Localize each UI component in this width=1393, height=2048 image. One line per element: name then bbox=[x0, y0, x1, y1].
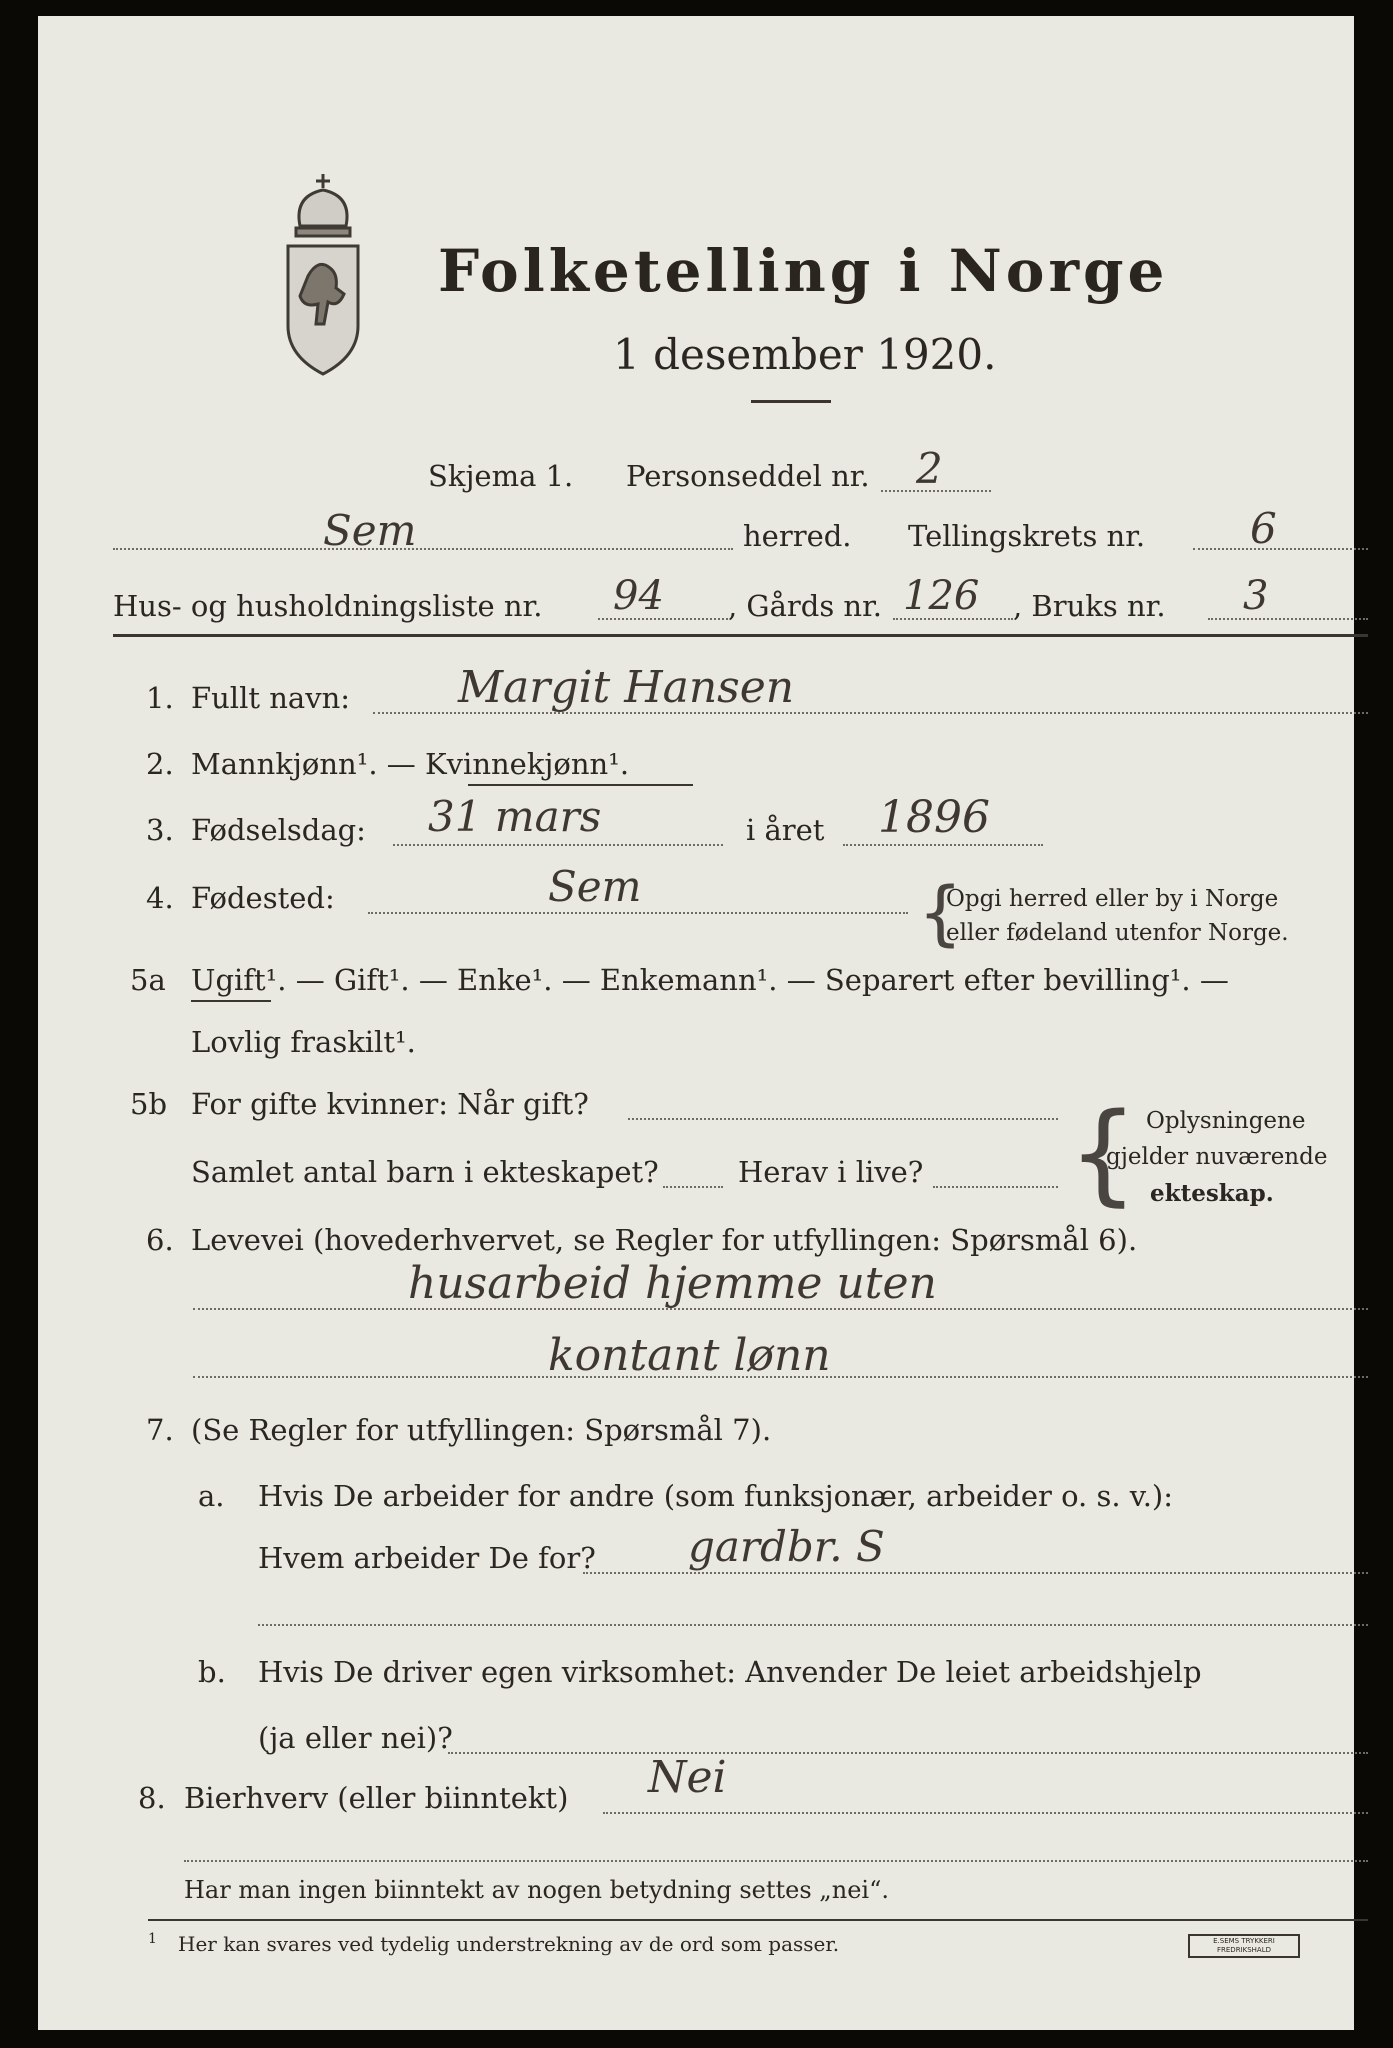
employer-label: Hvem arbeider De for? bbox=[258, 1541, 596, 1575]
skjema-label: Skjema 1. bbox=[428, 459, 574, 493]
q7b-label-2: (ja eller nei)? bbox=[258, 1721, 453, 1755]
birthplace-value: Sem bbox=[548, 862, 642, 911]
header-rule bbox=[113, 634, 1368, 637]
full-name-label: Fullt navn: bbox=[191, 681, 351, 715]
occupation-value-2: kontant lønn bbox=[548, 1330, 831, 1381]
bruks-label: , Bruks nr. bbox=[1013, 589, 1166, 623]
personseddel-value: 2 bbox=[916, 444, 943, 493]
marital-status-label: Ugift¹. — Gift¹. — Enke¹. — Enkemann¹. — Separert efter bevilling¹. — bbox=[191, 963, 1229, 997]
children-total-label: Samlet antal barn i ekteskapet? bbox=[191, 1155, 659, 1189]
full-name-value: Margit Hansen bbox=[458, 662, 795, 713]
birthplace-label: Fødested: bbox=[191, 881, 335, 915]
herred-label: herred. bbox=[743, 519, 852, 553]
form-date: 1 desember 1920. bbox=[613, 330, 997, 379]
birthday-value: 31 mars bbox=[428, 792, 602, 841]
bruks-value: 3 bbox=[1243, 573, 1269, 619]
q7-label: (Se Regler for utfyllingen: Spørsmål 7). bbox=[191, 1413, 772, 1447]
footnote-mark: 1 bbox=[148, 1931, 157, 1947]
ugift-underline bbox=[191, 1000, 271, 1002]
hus-value: 94 bbox=[613, 573, 664, 619]
marriage-note-1: Oplysningene bbox=[1146, 1108, 1306, 1134]
occupation-value-1: husarbeid hjemme uten bbox=[408, 1258, 937, 1309]
occupation-label: Levevei (hovederhvervet, se Regler for utfyllingen: Spørsmål 6). bbox=[191, 1223, 1138, 1257]
hus-label: Hus- og husholdningsliste nr. bbox=[113, 589, 543, 623]
personseddel-label: Personseddel nr. bbox=[626, 459, 870, 493]
form-title: Folketelling i Norge bbox=[438, 237, 1169, 305]
birthday-label: Fødselsdag: bbox=[191, 813, 366, 847]
marriage-note-3: ekteskap. bbox=[1150, 1180, 1274, 1207]
birth-year-value: 1896 bbox=[878, 792, 990, 843]
birthplace-note-1: Opgi herred eller by i Norge bbox=[946, 886, 1279, 912]
birthplace-note-2: eller fødeland utenfor Norge. bbox=[946, 920, 1289, 946]
q7b-label: Hvis De driver egen virksomhet: Anvender De leiet arbeidshjelp bbox=[258, 1655, 1202, 1689]
norwegian-coat-of-arms-icon bbox=[278, 166, 368, 381]
marital-status-label-2: Lovlig fraskilt¹. bbox=[191, 1025, 416, 1059]
sex-label: Mannkjønn¹. — Kvinnekjønn¹. bbox=[191, 747, 630, 781]
title-divider bbox=[751, 400, 831, 403]
printer-stamp: E.SEMS TRYKKERI FREDRIKSHALD bbox=[1188, 1934, 1300, 1958]
footer-rule bbox=[148, 1919, 1368, 1921]
q7a-label: Hvis De arbeider for andre (som funksjonær, arbeider o. s. v.): bbox=[258, 1479, 1174, 1513]
birth-year-label: i året bbox=[746, 813, 825, 847]
employer-value: gardbr. S bbox=[688, 1522, 885, 1571]
tellingskrets-label: Tellingskrets nr. bbox=[908, 519, 1146, 553]
kvinnekjonn-underline bbox=[468, 784, 693, 786]
side-income-label: Bierhverv (eller biinntekt) bbox=[184, 1781, 569, 1815]
children-alive-label: Herav i live? bbox=[738, 1155, 924, 1189]
gards-value: 126 bbox=[903, 573, 980, 619]
gards-label: , Gårds nr. bbox=[728, 589, 882, 623]
side-income-value: Nei bbox=[648, 1752, 727, 1803]
herred-value: Sem bbox=[323, 506, 417, 555]
tellingskrets-value: 6 bbox=[1250, 504, 1277, 553]
marriage-note-2: gjelder nuværende bbox=[1106, 1144, 1328, 1170]
census-form-page: Folketelling i Norge 1 desember 1920. Skjema 1. Personseddel nr. 2 Sem herred. Tellingskrets nr. 6 Hus- og husholdningsliste nr. 94 , Gårds nr. 126 , Bruks nr. 3 1. Fullt navn: Margit Hansen 2. Mannkjønn¹. — Kvinnekjønn¹. 3. Fødselsdag: 31 mars i året 1896 4. Fødested: Sem { Opgi herred eller by i Norge eller fødeland utenfor Norge. 5a Ugift¹. — Gift¹. — Enke¹. — Enkemann¹. — Separert efter bevilling¹. — Lovlig fraskilt¹. 5b For gifte kvinner: Når gift? Samlet antal barn i ekteskapet? Herav i live? { Oplysningene gjelder nuværende ekteskap. 6. Levevei (hovederhvervet, se Regler for utfyllingen: Spørsmål 6). husarbeid hjemme uten kontant lønn 7. (Se Regler for utfyllingen: Spørsmål 7). a. Hvis De arbeider for andre (som funksjonær, arbeider o. s. v.): Hvem arbeider De for? gardbr. S b. Hvis De driver egen virksomhet: Anvender De leiet arbeidshjelp (ja eller nei)? 8. Bierhverv (eller biinntekt) Nei Har man ingen biinntekt av nogen betydning settes „nei“. 1 Her kan svares ved tydelig understrekning av de ord som passer. E.SEMS TRYKKERI FREDRIKSHALD bbox=[38, 16, 1354, 2030]
married-women-label: For gifte kvinner: Når gift? bbox=[191, 1087, 589, 1121]
footer-note: Har man ingen biinntekt av nogen betydning settes „nei“. bbox=[184, 1876, 889, 1904]
footnote: Her kan svares ved tydelig understrekning av de ord som passer. bbox=[178, 1932, 840, 1956]
